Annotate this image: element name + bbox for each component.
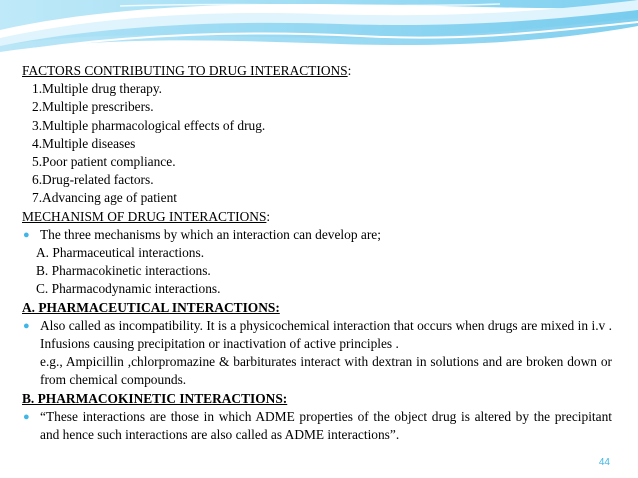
mechanism-bullet-text: The three mechanisms by which an interaction can develop are; [40,226,381,242]
mechanism-heading: MECHANISM OF DRUG INTERACTIONS [22,208,267,224]
pharmacokinetic-bullet [22,408,612,444]
pharmacokinetic-text: “These interactions are those in which ADME properties of the object drug is altered by the precipitant and hence such interactions are also called as ADME interactions”. [40,408,612,443]
mechanism-item: C. Pharmacodynamic interactions. [36,281,221,297]
slide-content [22,62,612,444]
mechanism-item: B. Pharmacokinetic interactions. [36,263,211,279]
factor-item: 7.Advancing age of patient [32,190,178,206]
pharmaceutical-example: e.g., Ampicillin ,chlorpromazine & barbiturates interact with dextran in solutions and are broken down or from chemical compounds. [40,354,612,388]
factor-item: 2.Multiple prescribers. [32,99,154,115]
page-number: 44 [598,457,610,468]
pharmaceutical-text: Also called as incompatibility. It is a physicochemical interaction that occurs when drugs are mixed in i.v . Infusions causing precipitation or inactivation of active principles . [40,317,612,352]
factor-item: 6.Drug-related factors. [32,172,154,188]
mechanism-heading-colon: : [266,208,271,224]
pharmacokinetic-heading: B. PHARMACOKINETIC INTERACTIONS: [22,390,288,406]
bullet-icon: ● [23,228,30,241]
pharmaceutical-heading: A. PHARMACEUTICAL INTERACTIONS: [22,299,280,315]
mechanism-item: A. Pharmaceutical interactions. [36,245,205,261]
factor-item: 5.Poor patient compliance. [32,154,176,170]
pharmaceutical-bullet [22,317,612,353]
factor-item: 4.Multiple diseases [32,135,136,151]
header-wave-banner [0,0,638,70]
factor-item: 1.Multiple drug therapy. [32,81,163,97]
factors-heading-line [22,62,612,80]
mechanism-heading-line [22,208,612,226]
bullet-icon: ● [23,410,30,423]
bullet-icon: ● [23,319,30,332]
factor-item: 3.Multiple pharmacological effects of drug. [32,117,266,133]
factors-heading-colon: : [347,63,352,78]
mechanism-bullet [22,226,612,244]
factors-heading: FACTORS CONTRIBUTING TO DRUG INTERACTIONS [22,63,348,78]
